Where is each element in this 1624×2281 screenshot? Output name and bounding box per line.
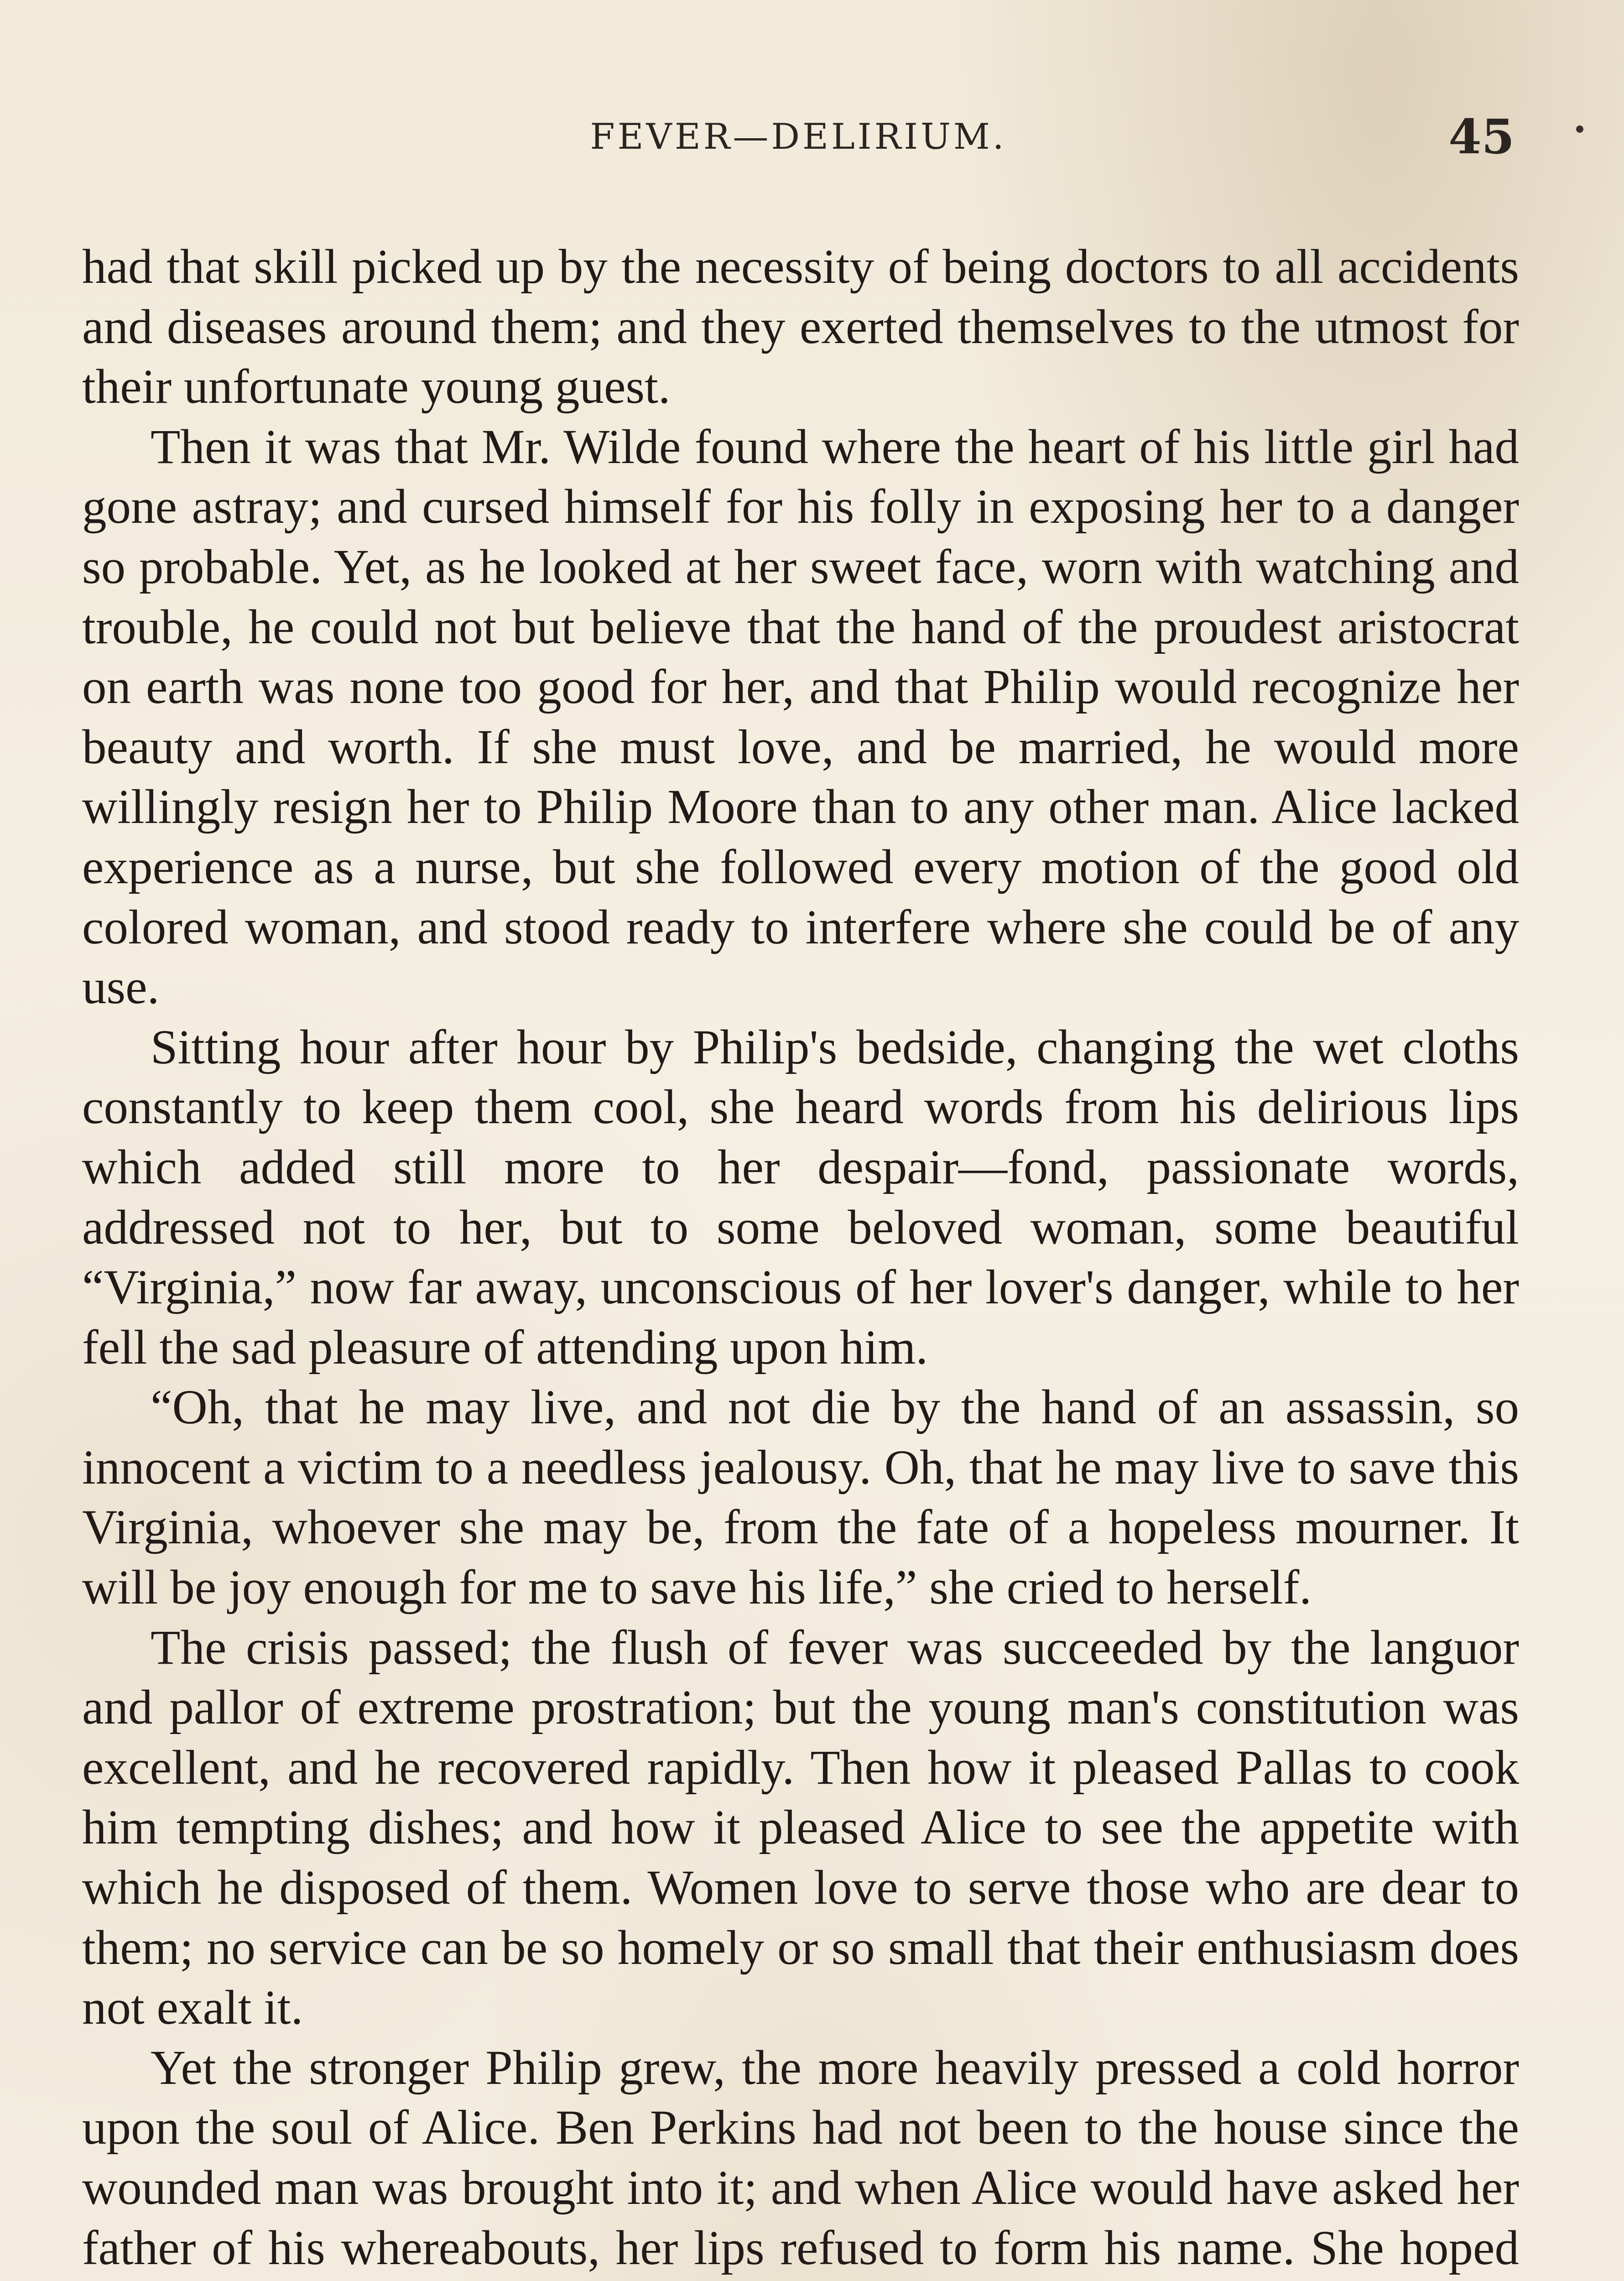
- body-text: [82, 237, 1519, 2281]
- paragraph-4: “Oh, that he may live, and not die by the hand of an assassin, so innocent a victim to a needless jealousy. Oh, that he may live to save this Virginia, whoever she may be, from the fate of a hopeless mourner. It will be joy enough for me to save his life,” she cried to herself.: [82, 1380, 1519, 1615]
- paragraph-6: Yet the stronger Philip grew, the more heavily pressed a cold horror upon the soul of Alice. Ben Perkins had not been to the house since the wounded man was brought into it; and when Alice would have asked her father of his whereabouts, her lips refused to form his name. She hoped: [82, 2041, 1519, 2275]
- paragraph-2: Then it was that Mr. Wilde found where the heart of his little girl had gone astray; and cursed himself for his folly in exposing her to a danger so probable. Yet, as he looked at her sweet face, worn with watching and trouble, he could not but believe that the hand of the proudest aristocrat on earth was none too good for her, and that Philip would recognize her beauty and worth. If she must love, and be married, he would more willingly resign her to Philip Moore than to any other man. Alice lacked experience as a nurse, but she followed every motion of the good old colored woman, and stood ready to interfere where she could be of any use.: [82, 420, 1519, 1015]
- running-title: FEVER—DELIRIUM.: [590, 116, 1007, 157]
- paragraph-5: The crisis passed; the flush of fever was succeeded by the languor and pallor of extreme prostration; but the young man's constitution was excellent, and he recovered rapidly. Then how it pleased Pallas to cook him tempting dishes; and how it pleased Alice to see the appetite with which he disposed of them. Women love to serve those who are dear to them; no service can be so homely or so small that their enthusiasm does not exalt it.: [82, 1620, 1519, 2035]
- paragraph-1: had that skill picked up by the necessity of being doctors to all accidents and diseases around them; and they exerted themselves to the utmost for their unfortunate young guest.: [82, 240, 1519, 414]
- page-number: 45: [1448, 109, 1515, 165]
- paragraph-3: Sitting hour after hour by Philip's bedside, changing the wet cloths constantly to keep them cool, she heard words from his delirious lips which added still more to her despair—fond, passionate words, addressed not to her, but to some beloved woman, some beautiful “Virginia,” now far away, unconscious of her lover's danger, while to her fell the sad pleasure of attending upon him.: [82, 1020, 1519, 1375]
- ink-speck: [1576, 125, 1583, 133]
- running-head: [82, 105, 1515, 169]
